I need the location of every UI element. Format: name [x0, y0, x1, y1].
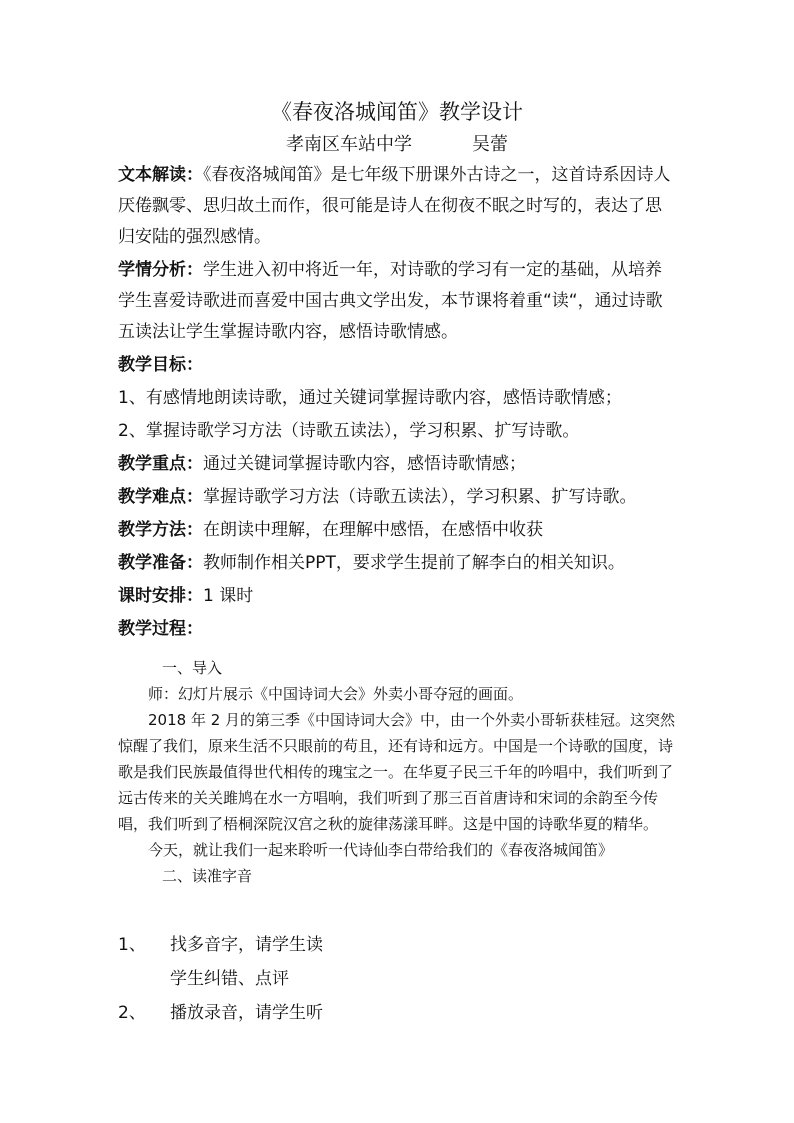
reading-steps	[118, 928, 678, 1030]
section-preparation	[118, 548, 678, 579]
list-number: 2、	[118, 1003, 146, 1023]
section-goals	[118, 350, 678, 381]
step-heading: 一、导入	[162, 659, 223, 677]
section-body: 《春夜洛城闻笛》是七年级下册课外古诗之一，这首诗系因诗人厌倦飘零、思归故土而作，很可能是诗人在彻夜不眠之时写的，表达了思归安陆的强烈感情。	[118, 165, 671, 247]
section-schedule	[118, 581, 678, 612]
section-label: 课时安排：	[118, 586, 203, 606]
section-text-analysis	[118, 160, 678, 253]
section-body: 教师制作相关PPT，要求学生提前了解李白的相关知识。	[203, 553, 625, 573]
process-intro	[118, 655, 678, 889]
process-line: 师：幻灯片展示《中国诗词大会》外卖小哥夺冠的画面。	[148, 685, 524, 703]
section-body: 1 课时	[203, 586, 254, 606]
process-line: 今天，就让我们一起来聆听一代诗仙李白带给我们的《春夜洛城闻笛》	[148, 841, 614, 859]
goal-item: 1、有感情地朗读诗歌，通过关键词掌握诗歌内容，感悟诗歌情感；	[118, 388, 622, 408]
list-subitem: 学生纠错、点评	[170, 969, 289, 989]
section-body: 在朗读中理解，在理解中感悟，在感悟中收获	[203, 520, 543, 540]
section-body: 通过关键词掌握诗歌内容，感悟诗歌情感；	[203, 454, 526, 474]
list-item	[118, 928, 678, 962]
process-paragraph: 2018 年 2 月的第三季《中国诗词大会》中，由一个外卖小哥斩获桂冠。这突然惊醒了我们，原来生活不只眼前的苟且，还有诗和远方。中国是一个诗歌的国度，诗歌是我们民族最值得世代相传的瑰宝之一。在华夏子民三千年的吟唱中，我们听到了远古传来的关关雎鸠在水一方唱响，我们听到了那三百首唐诗和宋词的余韵至今传唱，我们听到了梧桐深院汉宫之秋的旋律荡漾耳畔。这是中国的诗歌华夏的精华。	[118, 711, 676, 833]
section-body: 学生进入初中将近一年，对诗歌的学习有一定的基础，从培养学生喜爱诗歌进而喜爱中国古典文学出发，本节课将着重“读“，通过诗歌五读法让学生掌握诗歌内容，感悟诗歌情感。	[118, 260, 663, 342]
section-label: 文本解读：	[118, 165, 203, 185]
list-number: 1、	[118, 935, 146, 955]
list-text: 播放录音，请学生听	[170, 1003, 323, 1023]
section-label: 教学目标：	[118, 355, 203, 375]
section-difficulties	[118, 482, 678, 513]
author-line	[0, 130, 794, 156]
list-text: 找多音字，请学生读	[170, 935, 323, 955]
section-methods	[118, 515, 678, 546]
section-label: 教学重点：	[118, 454, 203, 474]
section-label: 教学方法：	[118, 520, 203, 540]
section-student-analysis	[118, 255, 678, 348]
section-label: 教学难点：	[118, 487, 203, 507]
author-name: 吴蕾	[472, 134, 508, 155]
section-label: 教学准备：	[118, 553, 203, 573]
section-label: 教学过程：	[118, 619, 203, 639]
step-heading: 二、读准字音	[162, 867, 253, 885]
page-title: 《春夜洛城闻笛》教学设计	[271, 100, 523, 124]
design-sections	[118, 160, 678, 647]
list-item	[118, 996, 678, 1030]
section-key-points	[118, 449, 678, 480]
school-name: 孝南区车站中学	[286, 134, 412, 155]
section-label: 学情分析：	[118, 260, 203, 280]
section-process	[118, 614, 678, 645]
goal-item: 2、掌握诗歌学习方法（诗歌五读法），学习积累、扩写诗歌。	[118, 421, 580, 441]
section-body: 掌握诗歌学习方法（诗歌五读法），学习积累、扩写诗歌。	[203, 487, 637, 507]
